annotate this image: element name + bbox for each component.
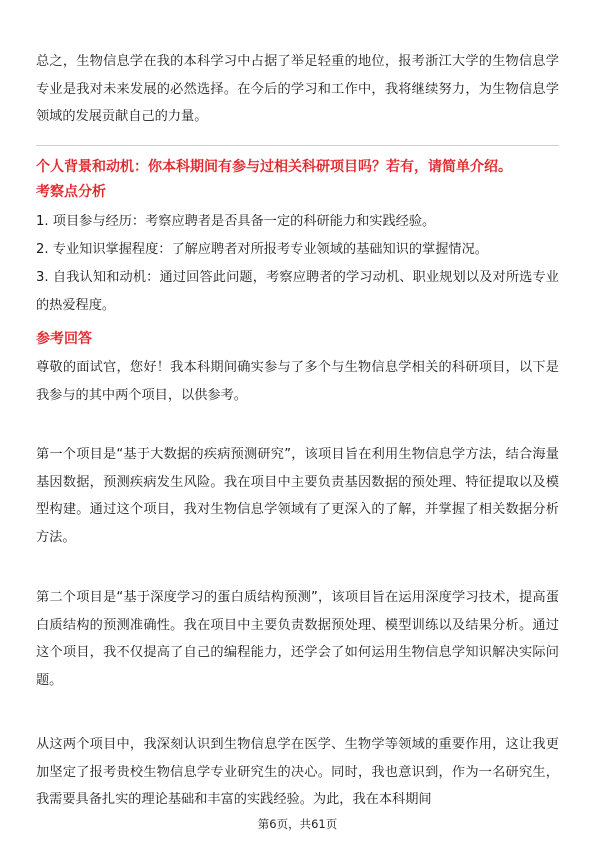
analysis-point-2: 2. 专业知识掌握程度：了解应聘者对所报考专业领域的基础知识的掌握情况。 xyxy=(36,242,488,257)
page-number: 第6页，共61页 xyxy=(257,817,338,831)
answer-paragraph-4: 从这两个项目中，我深刻认识到生物信息学在医学、生物学等领域的重要作用，这让我更加坚定了报考贵校生物信息学专业研究生的决心。同时，我也意识到，作为一名研究生，我需要具备扎实的理论基础和丰富的实践经验。为此，我在本科期间 xyxy=(36,737,559,807)
intro-paragraph: 总之，生物信息学在我的本科学习中占据了举足轻重的地位，报考浙江大学的生物信息学专业是我对未来发展的必然选择。在今后的学习和工作中，我将继续努力，为生物信息学领域的发展贡献自己的力量。 xyxy=(36,54,559,124)
answer-paragraph-1: 尊敬的面试官，您好！我本科期间确实参与了多个与生物信息学相关的科研项目，以下是我参与的其中两个项目，以供参考。 xyxy=(36,360,559,403)
analysis-point-1: 1. 项目参与经历：考察应聘者是否具备一定的科研能力和实践经验。 xyxy=(36,214,436,229)
answer-paragraph-3: 第二个项目是“基于深度学习的蛋白质结构预测”，该项目旨在运用深度学习技术，提高蛋白质结构的预测准确性。我在项目中主要负责数据预处理、模型训练以及结果分析。通过这个项目，我不仅提高了自己的编程能力，还学会了如何运用生物信息学知识解决实际问题。 xyxy=(36,590,559,688)
analysis-heading: 考察点分析 xyxy=(36,184,106,200)
answer-heading: 参考回答 xyxy=(36,331,92,347)
answer-paragraph-2: 第一个项目是“基于大数据的疾病预测研究”，该项目旨在利用生物信息学方法，结合海量基因数据，预测疾病发生风险。我在项目中主要负责基因数据的预处理、特征提取以及模型构建。通过这个项目，我对生物信息学领域有了更深入的了解，并掌握了相关数据分析方法。 xyxy=(36,447,559,545)
section-divider xyxy=(36,145,559,146)
analysis-point-3: 3. 自我认知和动机：通过回答此问题，考察应聘者的学习动机、职业规划以及对所选专业的热爱程度。 xyxy=(36,270,559,313)
question-title: 个人背景和动机：你本科期间有参与过相关科研项目吗？若有，请简单介绍。 xyxy=(36,159,512,175)
